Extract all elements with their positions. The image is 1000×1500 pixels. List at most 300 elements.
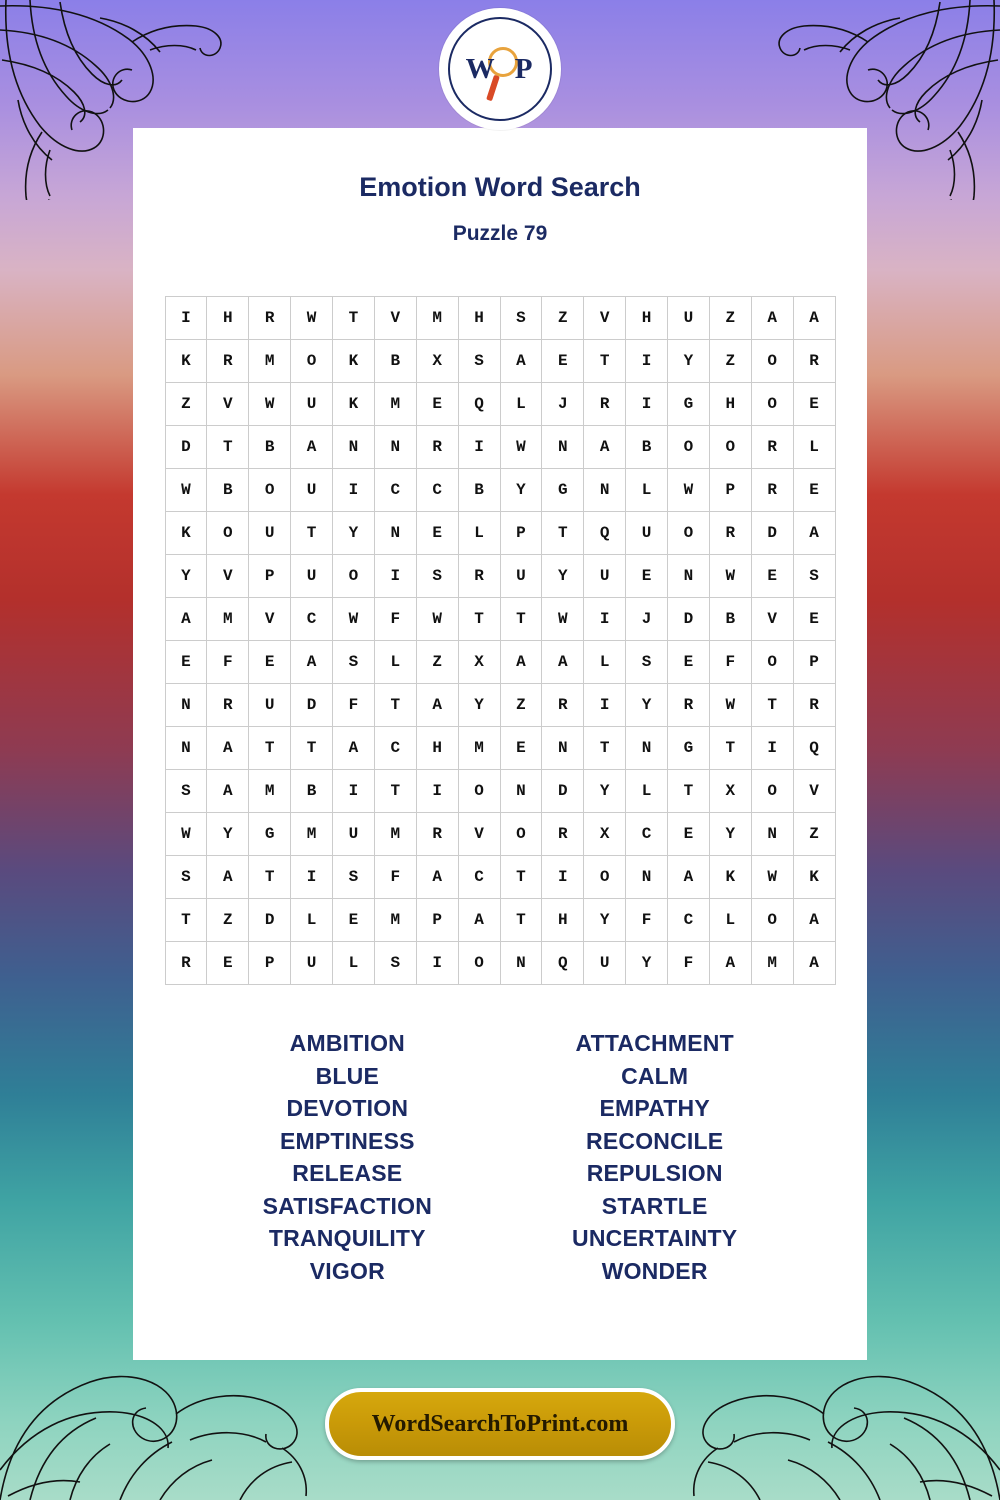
grid-cell[interactable]: N	[626, 727, 668, 770]
grid-cell[interactable]: Y	[668, 340, 710, 383]
grid-cell[interactable]: I	[165, 297, 207, 340]
grid-cell[interactable]: U	[626, 512, 668, 555]
grid-cell[interactable]: O	[500, 813, 542, 856]
grid-cell[interactable]: L	[500, 383, 542, 426]
grid-cell[interactable]: O	[751, 641, 793, 684]
grid-cell[interactable]: B	[458, 469, 500, 512]
grid-cell[interactable]: A	[291, 641, 333, 684]
word-list-item: WONDER	[601, 1257, 708, 1284]
grid-cell[interactable]: Y	[626, 942, 668, 985]
grid-cell[interactable]: Y	[207, 813, 249, 856]
grid-cell[interactable]: U	[500, 555, 542, 598]
grid-cell[interactable]: L	[626, 770, 668, 813]
grid-cell[interactable]: I	[542, 856, 584, 899]
grid-cell[interactable]: W	[751, 856, 793, 899]
grid-cell[interactable]: H	[626, 297, 668, 340]
grid-cell[interactable]: G	[249, 813, 291, 856]
grid-cell[interactable]: C	[626, 813, 668, 856]
grid-cell[interactable]: P	[709, 469, 751, 512]
grid-cell[interactable]: L	[374, 641, 416, 684]
grid-cell[interactable]: V	[207, 555, 249, 598]
grid-cell[interactable]: B	[709, 598, 751, 641]
word-list-item: AMBITION	[289, 1030, 405, 1056]
grid-row	[165, 856, 835, 899]
grid-cell[interactable]: K	[333, 383, 375, 426]
grid-cell[interactable]: L	[291, 899, 333, 942]
grid-cell[interactable]: D	[751, 512, 793, 555]
grid-cell[interactable]: N	[374, 426, 416, 469]
grid-cell[interactable]: A	[333, 727, 375, 770]
grid-cell[interactable]: A	[207, 770, 249, 813]
word-list	[133, 1027, 867, 1287]
grid-cell[interactable]: O	[709, 426, 751, 469]
grid-cell[interactable]: H	[542, 899, 584, 942]
grid-row	[165, 340, 835, 383]
grid-cell[interactable]: A	[207, 856, 249, 899]
grid-cell[interactable]: A	[793, 297, 835, 340]
grid-cell[interactable]: A	[709, 942, 751, 985]
grid-cell[interactable]: I	[333, 770, 375, 813]
grid-cell[interactable]: P	[249, 942, 291, 985]
grid-cell[interactable]: O	[668, 426, 710, 469]
grid-cell[interactable]: F	[207, 641, 249, 684]
grid-cell[interactable]: O	[458, 770, 500, 813]
grid-cell[interactable]: Q	[584, 512, 626, 555]
grid-cell[interactable]: Z	[709, 297, 751, 340]
website-button-label: WordSearchToPrint.com	[371, 1410, 629, 1437]
grid-cell[interactable]: R	[668, 684, 710, 727]
grid-cell[interactable]: N	[374, 512, 416, 555]
grid-cell[interactable]: D	[249, 899, 291, 942]
grid-cell[interactable]: B	[207, 469, 249, 512]
grid-cell[interactable]: A	[500, 340, 542, 383]
grid-cell[interactable]: L	[793, 426, 835, 469]
grid-cell[interactable]: A	[207, 727, 249, 770]
grid-cell[interactable]: S	[165, 856, 207, 899]
grid-cell[interactable]: W	[165, 469, 207, 512]
grid-cell[interactable]: A	[793, 942, 835, 985]
grid-cell[interactable]: K	[709, 856, 751, 899]
grid-cell[interactable]: M	[458, 727, 500, 770]
grid-cell[interactable]: I	[291, 856, 333, 899]
grid-cell[interactable]: K	[333, 340, 375, 383]
grid-row	[165, 641, 835, 684]
word-list-item: CALM	[621, 1062, 689, 1089]
logo-letter-w: W	[465, 52, 497, 85]
grid-cell[interactable]: W	[709, 555, 751, 598]
word-list-item: STARTLE	[601, 1192, 708, 1219]
grid-cell[interactable]: F	[333, 684, 375, 727]
word-list-column-right	[572, 1027, 737, 1287]
grid-cell[interactable]: D	[542, 770, 584, 813]
grid-cell[interactable]: Y	[709, 813, 751, 856]
grid-cell[interactable]: N	[333, 426, 375, 469]
grid-cell[interactable]: U	[291, 942, 333, 985]
grid-cell[interactable]: R	[249, 297, 291, 340]
grid-row	[165, 899, 835, 942]
grid-cell[interactable]: R	[207, 340, 249, 383]
grid-cell[interactable]: Y	[500, 469, 542, 512]
grid-cell[interactable]: V	[793, 770, 835, 813]
grid-cell[interactable]: R	[709, 512, 751, 555]
grid-cell[interactable]: H	[458, 297, 500, 340]
word-list-item: TRANQUILITY	[268, 1225, 426, 1251]
grid-cell[interactable]: T	[165, 899, 207, 942]
grid-cell[interactable]: N	[165, 727, 207, 770]
grid-cell[interactable]: N	[584, 469, 626, 512]
grid-cell[interactable]: M	[374, 899, 416, 942]
grid-cell[interactable]: Q	[793, 727, 835, 770]
grid-cell[interactable]: F	[374, 856, 416, 899]
word-list-item: VIGOR	[309, 1257, 385, 1284]
grid-cell[interactable]: E	[416, 512, 458, 555]
grid-cell[interactable]: D	[291, 684, 333, 727]
grid-cell[interactable]: R	[458, 555, 500, 598]
grid-cell[interactable]: C	[374, 727, 416, 770]
grid-cell[interactable]: P	[249, 555, 291, 598]
grid-cell[interactable]: T	[542, 512, 584, 555]
grid-cell[interactable]: S	[458, 340, 500, 383]
grid-cell[interactable]: U	[249, 512, 291, 555]
grid-cell[interactable]: C	[416, 469, 458, 512]
grid-row	[165, 598, 835, 641]
grid-cell[interactable]: R	[416, 426, 458, 469]
puzzle-page	[133, 128, 867, 1360]
grid-cell[interactable]: E	[416, 383, 458, 426]
grid-cell[interactable]: T	[249, 727, 291, 770]
grid-cell[interactable]: P	[793, 641, 835, 684]
grid-cell[interactable]: E	[165, 641, 207, 684]
grid-cell[interactable]: Z	[793, 813, 835, 856]
grid-cell[interactable]: W	[709, 684, 751, 727]
grid-row	[165, 297, 835, 340]
grid-cell[interactable]: P	[500, 512, 542, 555]
grid-cell[interactable]: Z	[500, 684, 542, 727]
grid-cell[interactable]: Y	[165, 555, 207, 598]
grid-cell[interactable]: C	[668, 899, 710, 942]
word-list-item: ATTACHMENT	[575, 1030, 734, 1056]
word-list-item: SATISFACTION	[262, 1192, 433, 1219]
grid-cell[interactable]: B	[374, 340, 416, 383]
grid-cell[interactable]: L	[333, 942, 375, 985]
grid-cell[interactable]: L	[458, 512, 500, 555]
grid-cell[interactable]: A	[751, 297, 793, 340]
grid-cell[interactable]: E	[793, 598, 835, 641]
grid-row	[165, 469, 835, 512]
grid-cell[interactable]: R	[751, 426, 793, 469]
grid-cell[interactable]: D	[165, 426, 207, 469]
word-list-column-left	[263, 1027, 432, 1287]
grid-cell[interactable]: I	[626, 340, 668, 383]
grid-cell[interactable]: J	[626, 598, 668, 641]
grid-cell[interactable]: T	[207, 426, 249, 469]
grid-cell[interactable]: H	[416, 727, 458, 770]
grid-cell[interactable]: H	[709, 383, 751, 426]
grid-cell[interactable]: V	[249, 598, 291, 641]
grid-cell[interactable]: A	[416, 684, 458, 727]
logo-letters	[466, 53, 535, 86]
grid-cell[interactable]: W	[333, 598, 375, 641]
site-logo	[439, 8, 561, 130]
page-title: Emotion Word Search	[359, 172, 641, 202]
grid-cell[interactable]: L	[584, 641, 626, 684]
grid-cell[interactable]: M	[374, 813, 416, 856]
grid-cell[interactable]: Y	[584, 899, 626, 942]
grid-cell[interactable]: N	[668, 555, 710, 598]
grid-cell[interactable]: T	[249, 856, 291, 899]
grid-cell[interactable]: S	[626, 641, 668, 684]
grid-cell[interactable]: S	[333, 856, 375, 899]
grid-cell[interactable]: W	[165, 813, 207, 856]
grid-cell[interactable]: M	[249, 770, 291, 813]
logo-circle	[448, 17, 552, 121]
word-search-grid-container	[165, 296, 836, 985]
grid-cell[interactable]: M	[751, 942, 793, 985]
grid-cell[interactable]: Z	[207, 899, 249, 942]
grid-cell[interactable]: W	[291, 297, 333, 340]
grid-cell[interactable]: C	[374, 469, 416, 512]
grid-cell[interactable]: V	[207, 383, 249, 426]
grid-cell[interactable]: Z	[709, 340, 751, 383]
grid-cell[interactable]: T	[500, 598, 542, 641]
logo-letter-s	[497, 53, 515, 85]
grid-cell[interactable]: U	[249, 684, 291, 727]
grid-cell[interactable]: K	[793, 856, 835, 899]
grid-cell[interactable]: W	[249, 383, 291, 426]
grid-cell[interactable]: C	[458, 856, 500, 899]
grid-cell[interactable]: S	[165, 770, 207, 813]
word-list-item: RECONCILE	[586, 1127, 724, 1154]
grid-cell[interactable]: N	[542, 727, 584, 770]
grid-cell[interactable]: E	[542, 340, 584, 383]
grid-cell[interactable]: N	[165, 684, 207, 727]
grid-cell[interactable]: E	[793, 383, 835, 426]
grid-cell[interactable]: D	[668, 598, 710, 641]
grid-cell[interactable]: T	[751, 684, 793, 727]
grid-cell[interactable]: A	[584, 426, 626, 469]
grid-cell[interactable]: N	[500, 942, 542, 985]
grid-cell[interactable]: A	[500, 641, 542, 684]
grid-cell[interactable]: F	[626, 899, 668, 942]
grid-cell[interactable]: E	[751, 555, 793, 598]
grid-cell[interactable]: I	[416, 770, 458, 813]
grid-cell[interactable]: G	[668, 383, 710, 426]
grid-row	[165, 770, 835, 813]
grid-cell[interactable]: O	[751, 770, 793, 813]
grid-cell[interactable]: Y	[333, 512, 375, 555]
grid-cell[interactable]: M	[249, 340, 291, 383]
grid-cell[interactable]: O	[751, 383, 793, 426]
grid-cell[interactable]: X	[709, 770, 751, 813]
grid-cell[interactable]: W	[416, 598, 458, 641]
grid-cell[interactable]: G	[668, 727, 710, 770]
grid-cell[interactable]: T	[584, 727, 626, 770]
grid-cell[interactable]: O	[751, 899, 793, 942]
grid-cell[interactable]: O	[668, 512, 710, 555]
grid-cell[interactable]: A	[291, 426, 333, 469]
grid-cell[interactable]: H	[207, 297, 249, 340]
grid-cell[interactable]: R	[207, 684, 249, 727]
grid-cell[interactable]: N	[626, 856, 668, 899]
grid-cell[interactable]: E	[249, 641, 291, 684]
grid-cell[interactable]: Z	[542, 297, 584, 340]
grid-cell[interactable]: E	[668, 641, 710, 684]
word-list-item: REPULSION	[586, 1160, 723, 1186]
word-list-item: UNCERTAINTY	[572, 1225, 738, 1251]
grid-cell[interactable]: P	[416, 899, 458, 942]
grid-cell[interactable]: N	[500, 770, 542, 813]
grid-cell[interactable]: R	[584, 383, 626, 426]
grid-cell[interactable]: X	[416, 340, 458, 383]
grid-cell[interactable]: V	[458, 813, 500, 856]
grid-cell[interactable]: I	[751, 727, 793, 770]
grid-row	[165, 426, 835, 469]
grid-cell[interactable]: L	[626, 469, 668, 512]
grid-cell[interactable]: W	[542, 598, 584, 641]
grid-cell[interactable]: X	[584, 813, 626, 856]
grid-cell[interactable]: N	[542, 426, 584, 469]
grid-cell[interactable]: Z	[165, 383, 207, 426]
grid-cell[interactable]: R	[751, 469, 793, 512]
grid-cell[interactable]: U	[333, 813, 375, 856]
grid-cell[interactable]: E	[500, 727, 542, 770]
grid-cell[interactable]: R	[542, 684, 584, 727]
grid-row	[165, 942, 835, 985]
grid-row	[165, 684, 835, 727]
grid-cell[interactable]: F	[668, 942, 710, 985]
grid-cell[interactable]: O	[333, 555, 375, 598]
grid-cell[interactable]: O	[751, 340, 793, 383]
grid-cell[interactable]: A	[668, 856, 710, 899]
logo-letter-p: P	[514, 52, 535, 85]
grid-cell[interactable]: J	[542, 383, 584, 426]
grid-cell[interactable]: O	[291, 340, 333, 383]
grid-cell[interactable]: M	[374, 383, 416, 426]
website-button[interactable]	[325, 1388, 675, 1460]
grid-cell[interactable]: T	[668, 770, 710, 813]
grid-cell[interactable]: Z	[416, 641, 458, 684]
grid-cell[interactable]: K	[165, 340, 207, 383]
grid-cell[interactable]: R	[542, 813, 584, 856]
grid-cell[interactable]: M	[416, 297, 458, 340]
grid-cell[interactable]: T	[500, 899, 542, 942]
grid-cell[interactable]: Y	[584, 770, 626, 813]
grid-cell[interactable]: E	[626, 555, 668, 598]
grid-cell[interactable]: I	[458, 426, 500, 469]
grid-cell[interactable]: S	[793, 555, 835, 598]
grid-cell[interactable]: Y	[458, 684, 500, 727]
grid-cell[interactable]: U	[291, 383, 333, 426]
grid-cell[interactable]: S	[374, 942, 416, 985]
grid-cell[interactable]: I	[333, 469, 375, 512]
grid-cell[interactable]: O	[207, 512, 249, 555]
word-list-item: EMPATHY	[599, 1095, 710, 1121]
grid-cell[interactable]: U	[584, 942, 626, 985]
grid-cell[interactable]: E	[793, 469, 835, 512]
word-list-item: EMPTINESS	[279, 1127, 415, 1154]
grid-cell[interactable]: C	[291, 598, 333, 641]
grid-cell[interactable]: S	[500, 297, 542, 340]
grid-cell[interactable]: T	[458, 598, 500, 641]
grid-cell[interactable]: B	[249, 426, 291, 469]
grid-cell[interactable]: V	[751, 598, 793, 641]
grid-cell[interactable]: T	[709, 727, 751, 770]
grid-cell[interactable]: G	[542, 469, 584, 512]
grid-cell[interactable]: K	[165, 512, 207, 555]
grid-cell[interactable]: V	[374, 297, 416, 340]
grid-cell[interactable]: U	[584, 555, 626, 598]
grid-cell[interactable]: N	[751, 813, 793, 856]
grid-cell[interactable]: A	[542, 641, 584, 684]
grid-row	[165, 727, 835, 770]
grid-cell[interactable]: A	[793, 899, 835, 942]
grid-cell[interactable]: E	[207, 942, 249, 985]
grid-row	[165, 512, 835, 555]
grid-cell[interactable]: U	[291, 555, 333, 598]
grid-cell[interactable]: T	[374, 684, 416, 727]
grid-cell[interactable]: Q	[542, 942, 584, 985]
grid-cell[interactable]: U	[668, 297, 710, 340]
grid-cell[interactable]: E	[333, 899, 375, 942]
grid-cell[interactable]: O	[458, 942, 500, 985]
grid-cell[interactable]: O	[584, 856, 626, 899]
grid-cell[interactable]: I	[626, 383, 668, 426]
grid-cell[interactable]: I	[584, 684, 626, 727]
grid-cell[interactable]: F	[374, 598, 416, 641]
puzzle-number: Puzzle 79	[452, 222, 548, 245]
grid-cell[interactable]: E	[668, 813, 710, 856]
grid-cell[interactable]: R	[416, 813, 458, 856]
grid-cell[interactable]: R	[165, 942, 207, 985]
grid-cell[interactable]: M	[291, 813, 333, 856]
word-search-grid[interactable]	[165, 296, 836, 985]
word-list-item: BLUE	[315, 1062, 380, 1089]
grid-cell[interactable]: A	[458, 899, 500, 942]
grid-cell[interactable]: B	[626, 426, 668, 469]
grid-cell[interactable]: M	[207, 598, 249, 641]
grid-cell[interactable]: L	[709, 899, 751, 942]
grid-cell[interactable]: I	[374, 555, 416, 598]
grid-cell[interactable]: I	[584, 598, 626, 641]
grid-cell[interactable]: T	[291, 727, 333, 770]
grid-cell[interactable]: R	[793, 684, 835, 727]
grid-cell[interactable]: O	[249, 469, 291, 512]
grid-cell[interactable]: F	[709, 641, 751, 684]
grid-cell[interactable]: Y	[626, 684, 668, 727]
grid-cell[interactable]: I	[416, 942, 458, 985]
grid-row	[165, 813, 835, 856]
grid-cell[interactable]: A	[793, 512, 835, 555]
grid-cell[interactable]: T	[291, 512, 333, 555]
grid-cell[interactable]: U	[291, 469, 333, 512]
grid-cell[interactable]: Y	[542, 555, 584, 598]
grid-cell[interactable]: T	[333, 297, 375, 340]
grid-cell[interactable]: V	[584, 297, 626, 340]
grid-cell[interactable]: R	[793, 340, 835, 383]
grid-cell[interactable]: S	[333, 641, 375, 684]
grid-cell[interactable]: W	[668, 469, 710, 512]
grid-cell[interactable]: W	[500, 426, 542, 469]
grid-cell[interactable]: A	[416, 856, 458, 899]
grid-cell[interactable]: A	[165, 598, 207, 641]
grid-cell[interactable]: B	[291, 770, 333, 813]
grid-cell[interactable]: Q	[458, 383, 500, 426]
grid-cell[interactable]: X	[458, 641, 500, 684]
grid-cell[interactable]: T	[374, 770, 416, 813]
grid-cell[interactable]: T	[584, 340, 626, 383]
grid-cell[interactable]: S	[416, 555, 458, 598]
grid-cell[interactable]: T	[500, 856, 542, 899]
